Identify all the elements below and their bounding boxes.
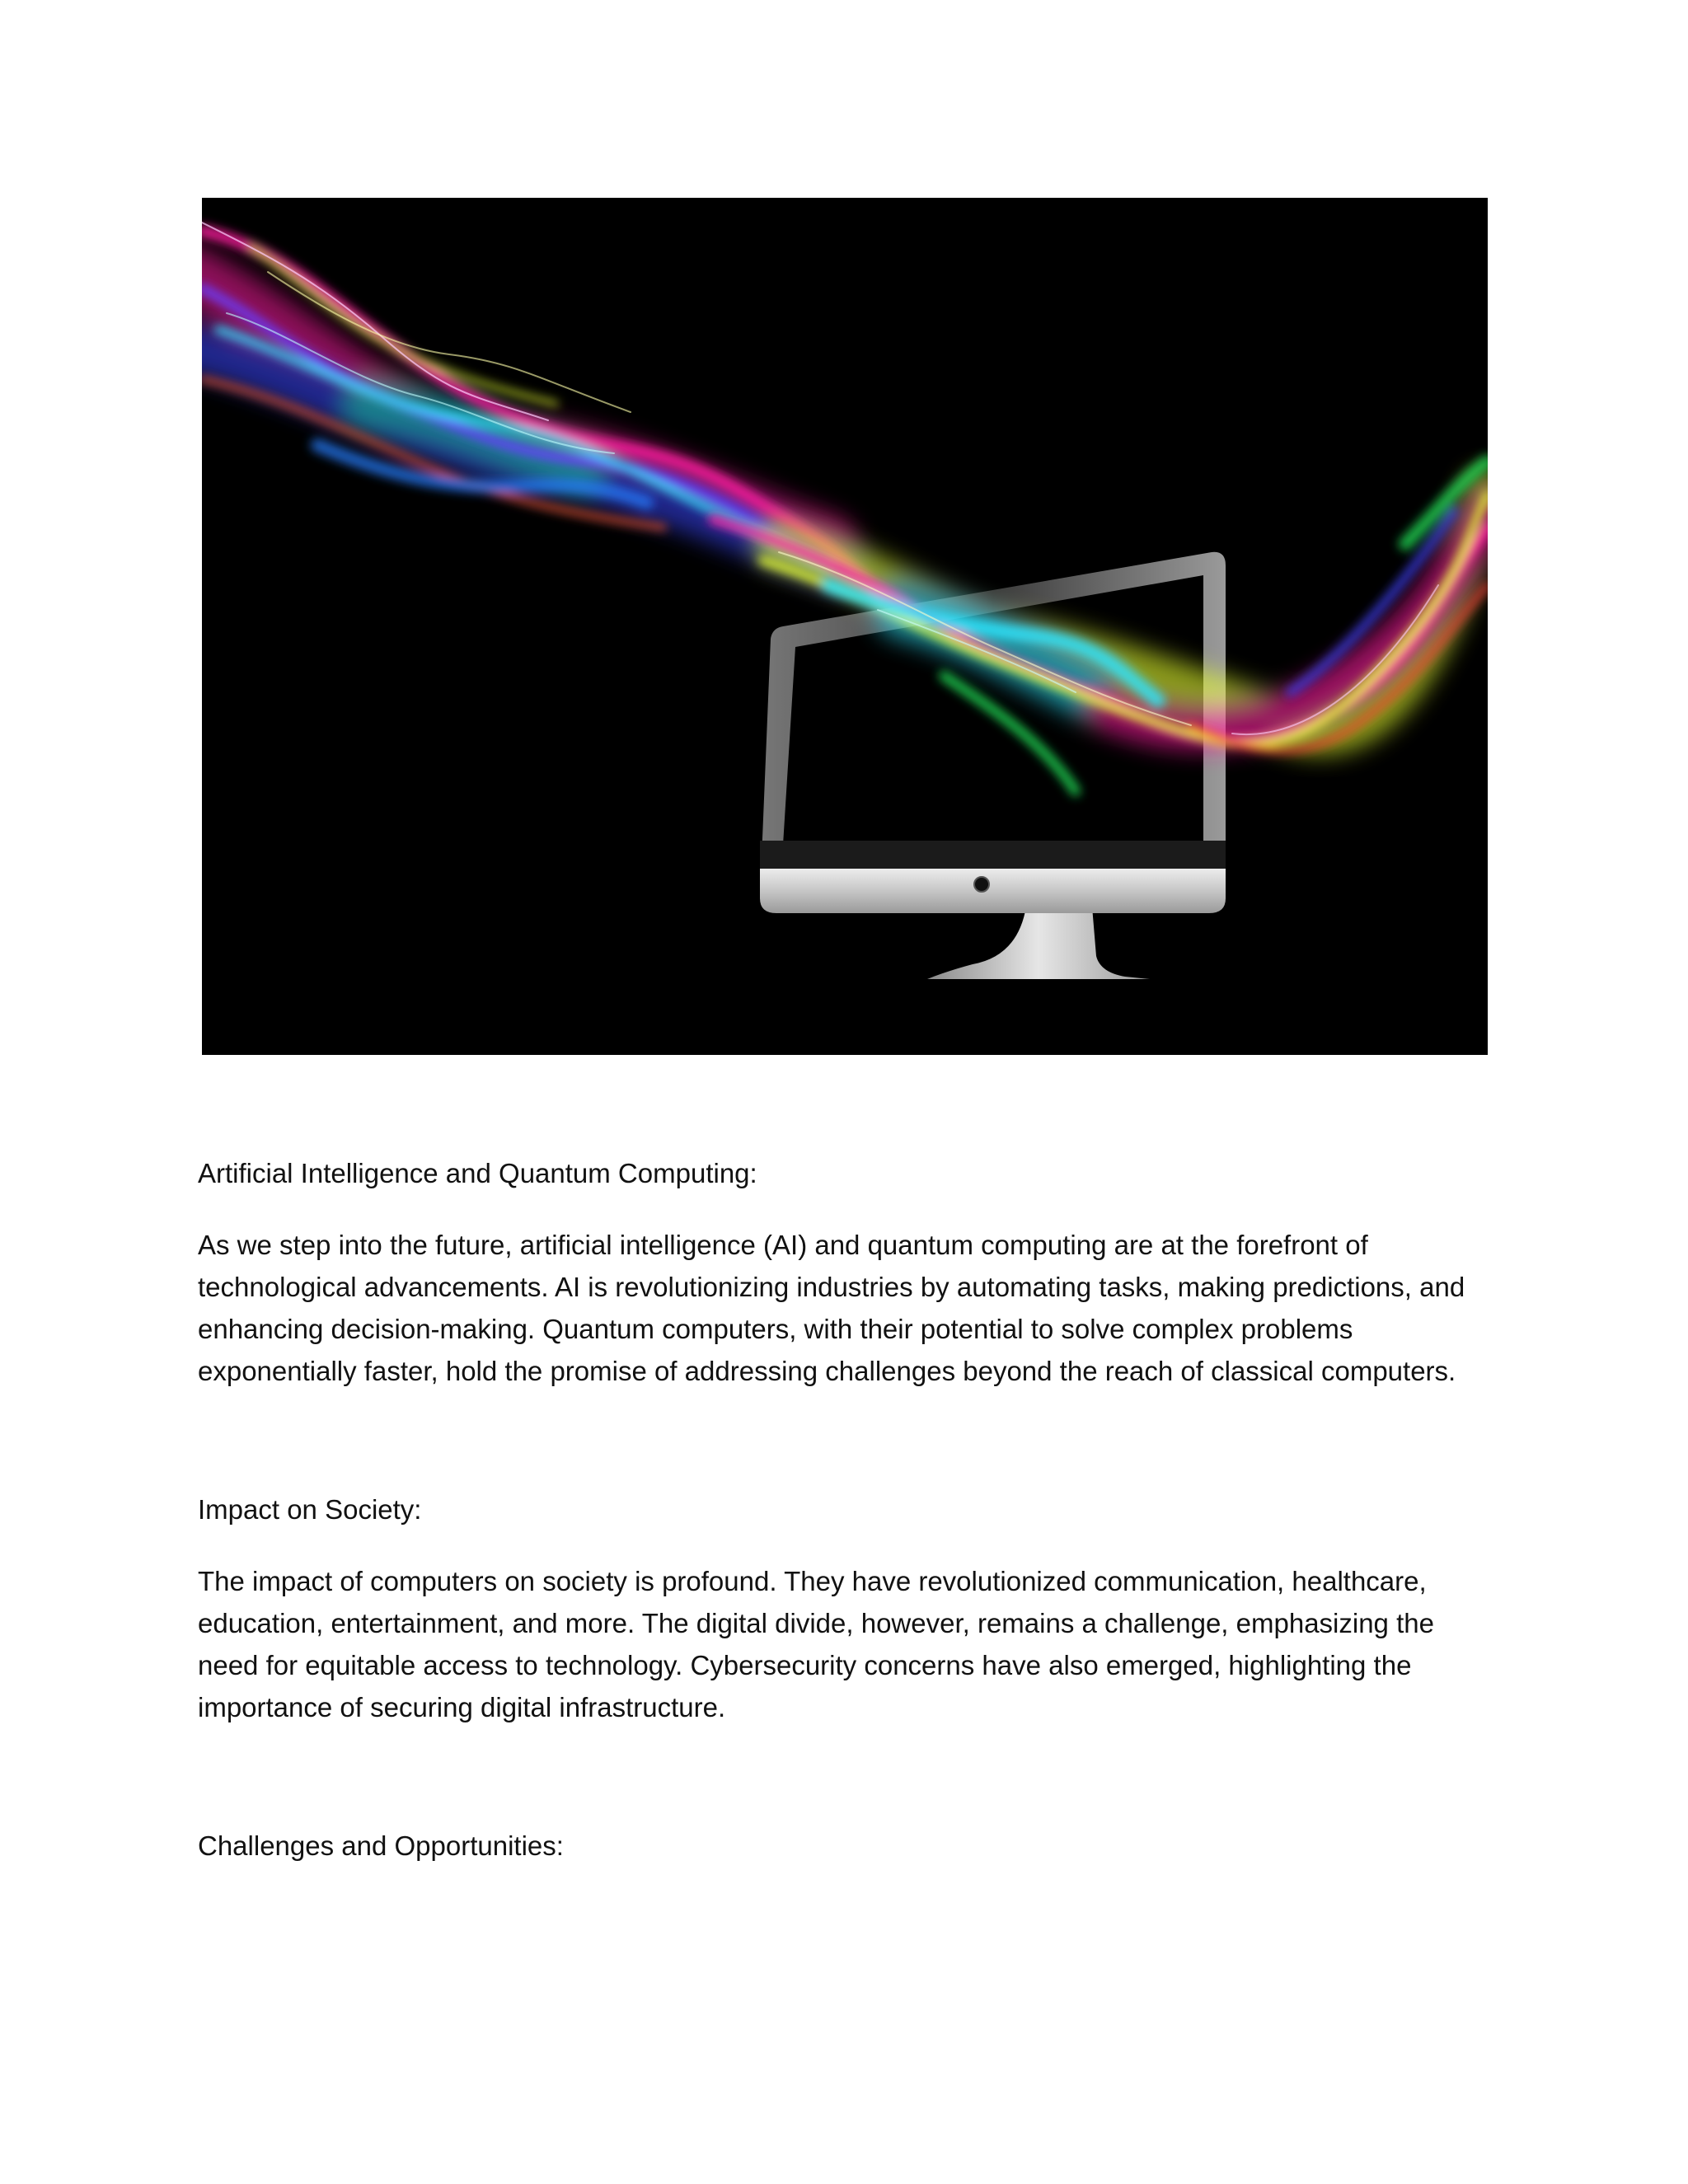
section-heading: Impact on Society: [198,1494,422,1525]
section-ai-quantum [198,1155,1500,1192]
section-paragraph: The impact of computers on society is profound. They have revolutionized communication, healthcare, education, entertainment, and more. The digital divide, however, remains a challenge, emphasizing the need for equitable access to technology. Cybersecurity concerns have also emerged, highlighting the importance of securing digital infrastructure. [198,1566,1434,1722]
section-impact-society-body [198,1560,1500,1728]
section-heading: Artificial Intelligence and Quantum Computing: [198,1158,757,1188]
section-impact-society [198,1492,1500,1528]
section-ai-quantum-body [198,1224,1500,1392]
section-challenges-opportunities [198,1828,1500,1864]
section-paragraph: As we step into the future, artificial intelligence (AI) and quantum computing are at the forefront of technological advancements. AI is revolutionizing industries by automating tasks, making predictions, and enhancing decision-making. Quantum computers, with their potential to solve complex problems exponentially faster, hold the promise of addressing challenges beyond the reach of classical computers. [198,1230,1465,1386]
monitor-smoke-illustration-icon [202,198,1488,1055]
hero-image [202,198,1488,1055]
section-heading: Challenges and Opportunities: [198,1830,564,1861]
